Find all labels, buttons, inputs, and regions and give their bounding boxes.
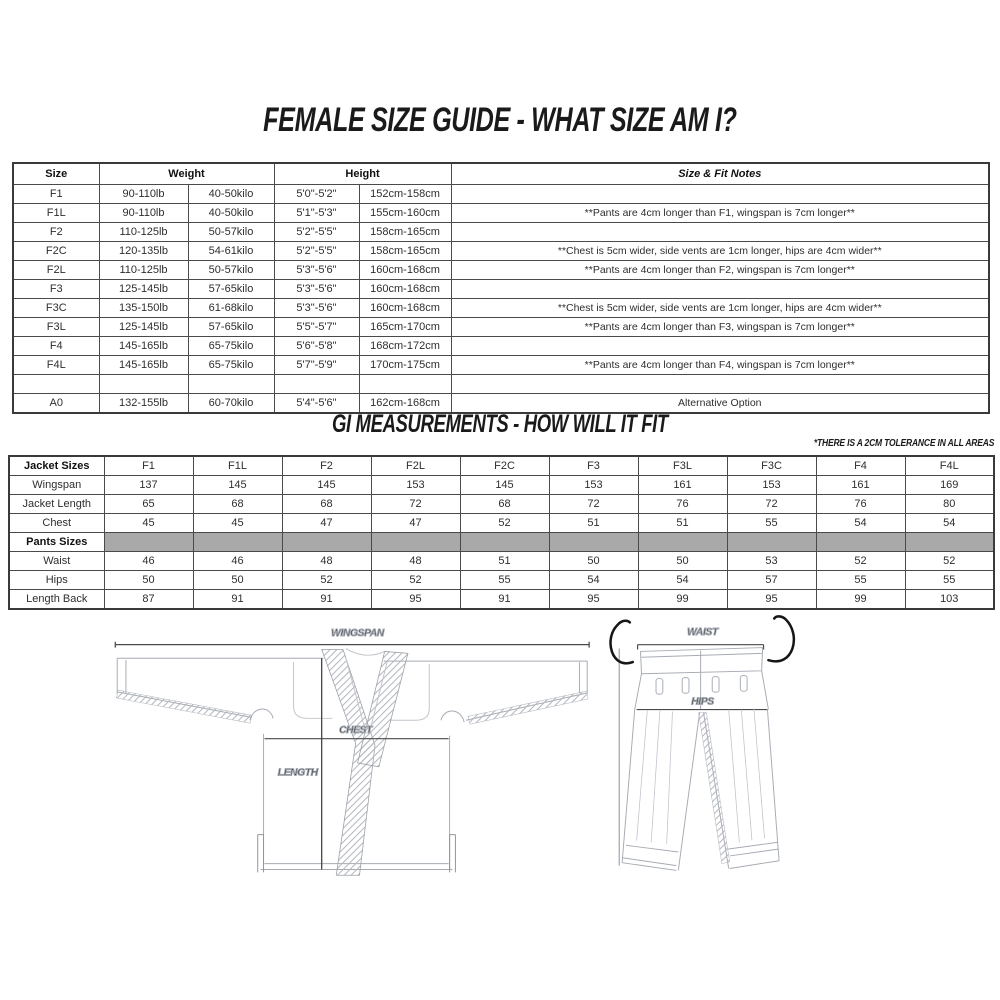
shaded-cell xyxy=(905,533,994,552)
measurement-cell: 137 xyxy=(104,476,193,495)
chest-label: CHEST xyxy=(339,724,373,736)
height-cm-cell xyxy=(359,375,451,394)
size-guide-row xyxy=(13,375,989,394)
gi-pants-diagram xyxy=(611,616,794,870)
left-drawstring xyxy=(611,621,633,664)
size-cell: F3L xyxy=(13,318,99,337)
fit-notes-cell: **Pants are 4cm longer than F4, wingspan is 7cm longer** xyxy=(451,356,989,375)
shaded-cell xyxy=(371,533,460,552)
measurement-cell: 91 xyxy=(193,590,282,610)
left-sleeve-seam xyxy=(116,690,252,723)
measurement-cell: 72 xyxy=(549,495,638,514)
weight-lb-cell: 90-110lb xyxy=(99,204,188,223)
measurement-cell: 52 xyxy=(816,552,905,571)
measurement-cell: 103 xyxy=(905,590,994,610)
row-label: Wingspan xyxy=(9,476,104,495)
weight-kg-cell xyxy=(188,375,274,394)
fit-notes-cell: **Pants are 4cm longer than F1, wingspan is 7cm longer** xyxy=(451,204,989,223)
measurement-cell: 72 xyxy=(371,495,460,514)
weight-kg-cell: 54-61kilo xyxy=(188,242,274,261)
measurement-cell: 145 xyxy=(282,476,371,495)
weight-kg-cell: 57-65kilo xyxy=(188,280,274,299)
measurement-cell: 51 xyxy=(549,514,638,533)
fit-notes-cell: **Pants are 4cm longer than F2, wingspan is 7cm longer** xyxy=(451,261,989,280)
measurement-cell: 54 xyxy=(638,571,727,590)
size-cell: F2 xyxy=(13,223,99,242)
weight-kg-cell: 61-68kilo xyxy=(188,299,274,318)
size-guide-row xyxy=(13,261,989,280)
size-code-cell: F1 xyxy=(104,456,193,476)
measurement-cell: 99 xyxy=(638,590,727,610)
jacket-measure-row xyxy=(9,476,994,495)
weight-lb-cell: 120-135lb xyxy=(99,242,188,261)
weight-lb-cell: 145-165lb xyxy=(99,356,188,375)
size-guide-row xyxy=(13,204,989,223)
weight-lb-cell: 110-125lb xyxy=(99,261,188,280)
measurement-cell: 87 xyxy=(104,590,193,610)
size-guide-tbody xyxy=(13,185,989,414)
measurement-cell: 161 xyxy=(816,476,905,495)
gi-measurements-title-text: GI MEASUREMENTS - HOW WILL IT FIT xyxy=(332,410,668,438)
row-label: Waist xyxy=(9,552,104,571)
fit-notes-cell xyxy=(451,223,989,242)
shaded-cell xyxy=(460,533,549,552)
fit-notes-cell: **Chest is 5cm wider, side vents are 1cm longer, hips are 4cm wider** xyxy=(451,299,989,318)
weight-kg-cell: 40-50kilo xyxy=(188,185,274,204)
measurement-cell: 95 xyxy=(371,590,460,610)
row-label: Hips xyxy=(9,571,104,590)
height-cm-cell: 158cm-165cm xyxy=(359,242,451,261)
measurement-cell: 153 xyxy=(549,476,638,495)
shaded-cell xyxy=(816,533,905,552)
height-column-header: Height xyxy=(274,163,451,185)
measurement-cell: 68 xyxy=(460,495,549,514)
hips-label: HIPS xyxy=(691,696,714,708)
size-cell: F4 xyxy=(13,337,99,356)
weight-lb-cell: 135-150lb xyxy=(99,299,188,318)
size-cell: F1L xyxy=(13,204,99,223)
height-ft-cell: 5'0"-5'2" xyxy=(274,185,359,204)
measurement-cell: 72 xyxy=(727,495,816,514)
gi-jacket-diagram xyxy=(115,628,589,875)
measurements-tbody xyxy=(9,456,994,609)
height-ft-cell xyxy=(274,375,359,394)
height-cm-cell: 158cm-165cm xyxy=(359,223,451,242)
weight-lb-cell: 125-145lb xyxy=(99,280,188,299)
weight-kg-cell: 50-57kilo xyxy=(188,223,274,242)
height-cm-cell: 162cm-168cm xyxy=(359,394,451,414)
size-cell: A0 xyxy=(13,394,99,414)
size-guide-row xyxy=(13,242,989,261)
shaded-cell xyxy=(638,533,727,552)
size-cell: F1 xyxy=(13,185,99,204)
measurement-cell: 54 xyxy=(905,514,994,533)
size-guide-row xyxy=(13,299,989,318)
size-code-cell: F1L xyxy=(193,456,282,476)
weight-lb-cell: 145-165lb xyxy=(99,337,188,356)
row-label: Jacket Length xyxy=(9,495,104,514)
measurement-cell: 145 xyxy=(460,476,549,495)
height-ft-cell: 5'3"-5'6" xyxy=(274,280,359,299)
size-code-cell: F2C xyxy=(460,456,549,476)
size-code-cell: F4 xyxy=(816,456,905,476)
measurement-cell: 55 xyxy=(816,571,905,590)
height-cm-cell: 160cm-168cm xyxy=(359,299,451,318)
size-cell: F3C xyxy=(13,299,99,318)
female-size-guide-title-text: FEMALE SIZE GUIDE - WHAT SIZE AM I? xyxy=(263,101,737,139)
measurement-cell: 52 xyxy=(460,514,549,533)
measurement-cell: 46 xyxy=(104,552,193,571)
measurement-cell: 68 xyxy=(282,495,371,514)
length-label: LENGTH xyxy=(277,767,318,779)
size-guide-row xyxy=(13,356,989,375)
weight-kg-cell: 60-70kilo xyxy=(188,394,274,414)
pants-measure-row xyxy=(9,552,994,571)
shaded-cell xyxy=(549,533,638,552)
size-guide-row xyxy=(13,318,989,337)
height-ft-cell: 5'5"-5'7" xyxy=(274,318,359,337)
row-label: Length Back xyxy=(9,590,104,610)
measurement-cell: 68 xyxy=(193,495,282,514)
waist-label: WAIST xyxy=(687,626,718,638)
weight-kg-cell: 40-50kilo xyxy=(188,204,274,223)
weight-column-header: Weight xyxy=(99,163,274,185)
measurement-cell: 46 xyxy=(193,552,282,571)
jacket-sizes-label: Jacket Sizes xyxy=(9,456,104,476)
size-cell: F3 xyxy=(13,280,99,299)
measurement-cell: 55 xyxy=(905,571,994,590)
weight-kg-cell: 57-65kilo xyxy=(188,318,274,337)
height-ft-cell: 5'1"-5'3" xyxy=(274,204,359,223)
female-size-guide-table xyxy=(12,162,990,414)
measurement-cell: 52 xyxy=(371,571,460,590)
height-cm-cell: 152cm-158cm xyxy=(359,185,451,204)
measurement-cell: 52 xyxy=(282,571,371,590)
measurement-cell: 53 xyxy=(727,552,816,571)
measurement-cell: 50 xyxy=(638,552,727,571)
jacket-sizes-header-row xyxy=(9,456,994,476)
female-size-guide-title xyxy=(0,101,1000,140)
weight-kg-cell: 50-57kilo xyxy=(188,261,274,280)
weight-lb-cell xyxy=(99,375,188,394)
measurement-cell: 50 xyxy=(549,552,638,571)
height-ft-cell: 5'3"-5'6" xyxy=(274,299,359,318)
fit-notes-cell: **Pants are 4cm longer than F3, wingspan is 7cm longer** xyxy=(451,318,989,337)
jacket-measure-row xyxy=(9,514,994,533)
size-column-header: Size xyxy=(13,163,99,185)
fit-notes-cell: Alternative Option xyxy=(451,394,989,414)
measurement-cell: 54 xyxy=(816,514,905,533)
measurement-cell: 153 xyxy=(727,476,816,495)
size-code-cell: F3L xyxy=(638,456,727,476)
height-ft-cell: 5'7"-5'9" xyxy=(274,356,359,375)
fit-notes-cell xyxy=(451,185,989,204)
height-ft-cell: 5'6"-5'8" xyxy=(274,337,359,356)
weight-kg-cell: 65-75kilo xyxy=(188,356,274,375)
measurement-cell: 48 xyxy=(282,552,371,571)
measurement-cell: 55 xyxy=(460,571,549,590)
height-ft-cell: 5'4"-5'6" xyxy=(274,394,359,414)
measurement-cell: 99 xyxy=(816,590,905,610)
shaded-cell xyxy=(104,533,193,552)
gi-measurements-title xyxy=(0,410,1000,439)
height-cm-cell: 170cm-175cm xyxy=(359,356,451,375)
gi-diagrams xyxy=(30,600,970,950)
size-guide-row xyxy=(13,280,989,299)
size-cell: F4L xyxy=(13,356,99,375)
weight-kg-cell: 65-75kilo xyxy=(188,337,274,356)
weight-lb-cell: 132-155lb xyxy=(99,394,188,414)
jacket-right-collar xyxy=(358,651,408,766)
size-fit-notes-column-header: Size & Fit Notes xyxy=(451,163,989,185)
right-sleeve-seam xyxy=(468,691,588,724)
measurement-cell: 47 xyxy=(371,514,460,533)
height-cm-cell: 165cm-170cm xyxy=(359,318,451,337)
measurement-cell: 55 xyxy=(727,514,816,533)
height-cm-cell: 160cm-168cm xyxy=(359,280,451,299)
shaded-cell xyxy=(193,533,282,552)
measurement-cell: 145 xyxy=(193,476,282,495)
height-cm-cell: 168cm-172cm xyxy=(359,337,451,356)
size-guide-row xyxy=(13,337,989,356)
measurement-cell: 57 xyxy=(727,571,816,590)
wingspan-measure-line xyxy=(115,642,589,648)
size-code-cell: F3 xyxy=(549,456,638,476)
tolerance-note-text: *THERE IS A 2CM TOLERANCE IN ALL AREAS xyxy=(813,438,994,449)
measurement-cell: 153 xyxy=(371,476,460,495)
height-ft-cell: 5'2"-5'5" xyxy=(274,242,359,261)
size-cell xyxy=(13,375,99,394)
gi-measurements-table xyxy=(8,455,995,610)
measurement-cell: 51 xyxy=(638,514,727,533)
row-label: Pants Sizes xyxy=(9,533,104,552)
weight-lb-cell: 90-110lb xyxy=(99,185,188,204)
fit-notes-cell xyxy=(451,337,989,356)
tolerance-note xyxy=(782,438,994,449)
size-guide-header-row xyxy=(13,163,989,185)
jacket-measure-row xyxy=(9,495,994,514)
weight-lb-cell: 125-145lb xyxy=(99,318,188,337)
size-code-cell: F2 xyxy=(282,456,371,476)
size-code-cell: F3C xyxy=(727,456,816,476)
measurement-cell: 45 xyxy=(193,514,282,533)
size-cell: F2L xyxy=(13,261,99,280)
height-ft-cell: 5'2"-5'5" xyxy=(274,223,359,242)
measurement-cell: 54 xyxy=(549,571,638,590)
measurement-cell: 47 xyxy=(282,514,371,533)
measurement-cell: 65 xyxy=(104,495,193,514)
shaded-cell xyxy=(282,533,371,552)
measurement-cell: 91 xyxy=(282,590,371,610)
measurement-cell: 76 xyxy=(816,495,905,514)
size-guide-row xyxy=(13,185,989,204)
measurement-cell: 50 xyxy=(104,571,193,590)
measurement-cell: 50 xyxy=(193,571,282,590)
pants-gusset-seam xyxy=(699,712,730,863)
fit-notes-cell xyxy=(451,375,989,394)
size-guide-row xyxy=(13,223,989,242)
weight-lb-cell: 110-125lb xyxy=(99,223,188,242)
wingspan-label: WINGSPAN xyxy=(331,627,384,639)
measurement-cell: 169 xyxy=(905,476,994,495)
shaded-cell xyxy=(727,533,816,552)
measurement-cell: 52 xyxy=(905,552,994,571)
pants-measure-row xyxy=(9,571,994,590)
measurement-cell: 95 xyxy=(549,590,638,610)
measurement-cell: 80 xyxy=(905,495,994,514)
height-ft-cell: 5'3"-5'6" xyxy=(274,261,359,280)
right-drawstring xyxy=(768,616,793,661)
size-code-cell: F2L xyxy=(371,456,460,476)
measurement-cell: 161 xyxy=(638,476,727,495)
fit-notes-cell: **Chest is 5cm wider, side vents are 1cm longer, hips are 4cm wider** xyxy=(451,242,989,261)
height-cm-cell: 160cm-168cm xyxy=(359,261,451,280)
measurement-cell: 76 xyxy=(638,495,727,514)
row-label: Chest xyxy=(9,514,104,533)
measurement-cell: 51 xyxy=(460,552,549,571)
size-cell: F2C xyxy=(13,242,99,261)
measurement-cell: 48 xyxy=(371,552,460,571)
measurement-cell: 45 xyxy=(104,514,193,533)
fit-notes-cell xyxy=(451,280,989,299)
measurement-cell: 91 xyxy=(460,590,549,610)
height-cm-cell: 155cm-160cm xyxy=(359,204,451,223)
size-code-cell: F4L xyxy=(905,456,994,476)
measurement-cell: 95 xyxy=(727,590,816,610)
pants-sizes-header-row xyxy=(9,533,994,552)
